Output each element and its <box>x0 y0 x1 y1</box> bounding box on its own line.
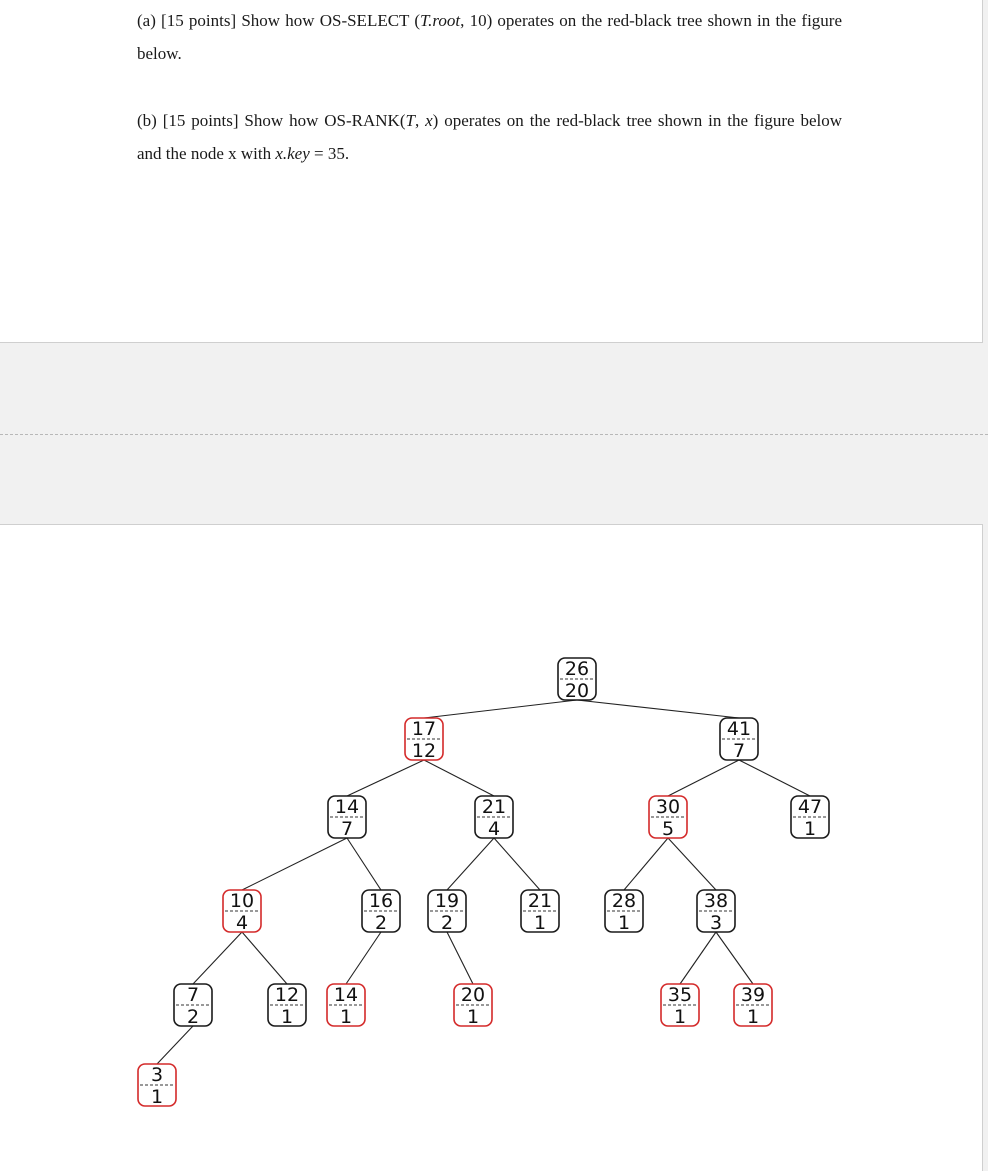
node-size: 4 <box>235 912 249 934</box>
node-size: 4 <box>487 818 501 840</box>
tree-edge <box>577 700 739 718</box>
tree-node-19-black <box>428 890 466 934</box>
node-key: 38 <box>703 890 729 912</box>
node-key: 10 <box>229 890 255 912</box>
tree-node-20-red <box>454 984 492 1028</box>
tree-node-7-black <box>174 984 212 1028</box>
tree-node-35-red <box>661 984 699 1028</box>
part-a-arg: T.root <box>419 11 461 30</box>
tree-node-14-black <box>328 796 366 840</box>
tree-edge <box>424 700 577 718</box>
node-key: 3 <box>150 1064 164 1086</box>
node-key: 28 <box>611 890 637 912</box>
node-key: 19 <box>434 890 460 912</box>
red-black-tree-figure <box>0 525 982 1171</box>
part-b-end: = 35. <box>309 144 350 163</box>
node-size: 12 <box>411 740 437 762</box>
tree-edge <box>424 760 494 796</box>
page-break-divider <box>0 434 988 435</box>
node-size: 5 <box>661 818 675 840</box>
tree-edge <box>193 932 242 984</box>
node-size: 7 <box>732 740 746 762</box>
node-key: 17 <box>411 718 437 740</box>
tree-edge <box>346 932 381 984</box>
node-size: 20 <box>564 680 590 702</box>
node-size: 1 <box>466 1006 480 1028</box>
node-key: 14 <box>333 984 359 1006</box>
part-b-comma: , <box>414 111 426 130</box>
tree-node-26-black <box>558 658 596 702</box>
tree-node-14-red <box>327 984 365 1028</box>
node-size: 2 <box>374 912 388 934</box>
tree-node-38-black <box>697 890 735 934</box>
tree-node-47-black <box>791 796 829 840</box>
part-b-arg-t: T <box>405 111 415 130</box>
node-key: 12 <box>274 984 300 1006</box>
tree-edge <box>494 838 540 890</box>
node-key: 16 <box>368 890 394 912</box>
tree-node-28-black <box>605 890 643 934</box>
node-key: 14 <box>334 796 360 818</box>
tree-node-39-red <box>734 984 772 1028</box>
node-size: 2 <box>186 1006 200 1028</box>
tree-edge <box>347 838 381 890</box>
tree-edge <box>668 760 739 796</box>
tree-node-30-red <box>649 796 687 840</box>
figure-panel <box>0 524 983 1171</box>
node-size: 1 <box>803 818 817 840</box>
tree-edge <box>447 932 473 984</box>
part-b-middle: ) operates on the red-black tree shown in the figure below and the node x with <box>137 111 842 163</box>
tree-node-21-black <box>475 796 513 840</box>
node-size: 2 <box>440 912 454 934</box>
tree-edge <box>716 932 753 984</box>
question-panel <box>0 0 983 343</box>
tree-node-16-black <box>362 890 400 934</box>
tree-edge <box>242 932 287 984</box>
node-key: 7 <box>186 984 200 1006</box>
question-part-b <box>137 104 842 170</box>
tree-edge <box>447 838 494 890</box>
node-key: 47 <box>797 796 823 818</box>
node-size: 1 <box>150 1086 164 1108</box>
tree-node-12-black <box>268 984 306 1028</box>
tree-edge <box>157 1026 193 1064</box>
node-size: 3 <box>709 912 723 934</box>
node-key: 41 <box>726 718 752 740</box>
node-size: 1 <box>746 1006 760 1028</box>
tree-node-21-black <box>521 890 559 934</box>
node-key: 30 <box>655 796 681 818</box>
node-key: 26 <box>564 658 590 680</box>
part-b-key: x.key <box>275 144 310 163</box>
node-size: 1 <box>617 912 631 934</box>
tree-edge <box>624 838 668 890</box>
node-key: 21 <box>481 796 507 818</box>
tree-edge <box>347 760 424 796</box>
part-b-arg-x: x <box>425 111 433 130</box>
tree-edge <box>668 838 716 890</box>
question-part-a <box>137 4 842 70</box>
part-a-prefix: (a) [15 points] Show how OS-SELECT ( <box>137 11 420 30</box>
tree-edge <box>739 760 810 796</box>
node-key: 35 <box>667 984 693 1006</box>
node-key: 21 <box>527 890 553 912</box>
tree-node-17-red <box>405 718 443 762</box>
node-size: 1 <box>280 1006 294 1028</box>
node-size: 1 <box>533 912 547 934</box>
part-b-prefix: (b) [15 points] Show how OS-RANK( <box>137 111 406 130</box>
tree-edge <box>680 932 716 984</box>
tree-nodes <box>138 658 829 1108</box>
tree-edge <box>242 838 347 890</box>
tree-node-10-red <box>223 890 261 934</box>
tree-node-3-red <box>138 1064 176 1108</box>
node-key: 20 <box>460 984 486 1006</box>
node-size: 1 <box>673 1006 687 1028</box>
node-size: 1 <box>339 1006 353 1028</box>
node-size: 7 <box>340 818 354 840</box>
tree-node-41-black <box>720 718 758 762</box>
node-key: 39 <box>740 984 766 1006</box>
part-a-suffix: , 10) operates on the red-black tree shown in the figure below. <box>137 11 842 63</box>
